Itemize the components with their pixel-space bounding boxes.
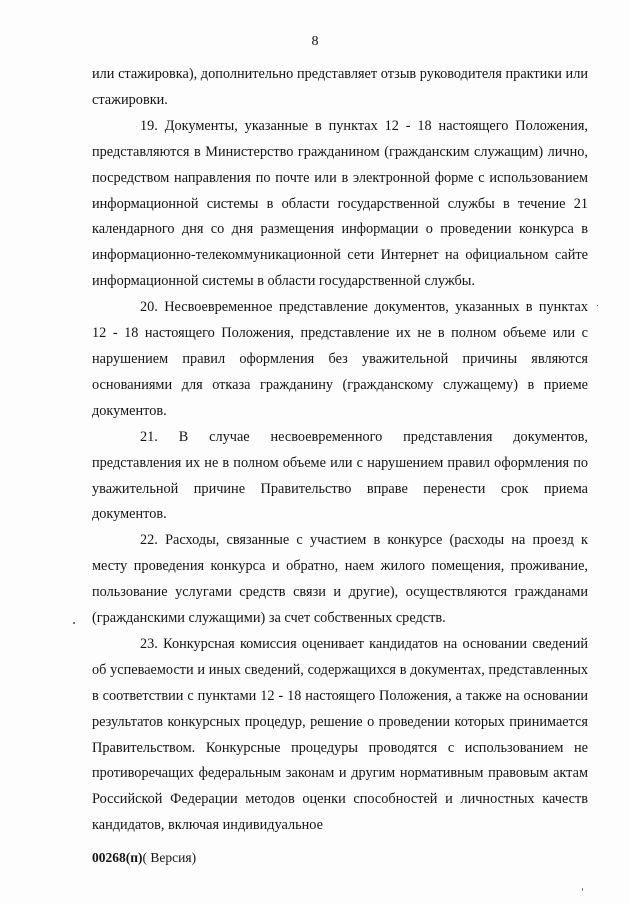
paragraph-19: 19. Документы, указанные в пунктах 12 - 18 настоящего Положения, представляются в Министерство гражданином (гражданским служащим) лично, посредством направления по почте или в электронной форме с использованием информационной системы в области государственной службы в течение 21 календарного дня со дня размещения информации о проведении конкурса в информационно-телекоммуникационной сети Интернет на официальном сайте информационной системы в области государственной службы.	[92, 117, 588, 290]
scan-artifact	[582, 888, 583, 891]
paragraph-20: 20. Несвоевременное представление документов, указанных в пунктах 12 - 18 настоящего Положения, представление их не в полном объеме или с нарушением правил оформления без уважительной причины являются основаниями для отказа гражданину (гражданскому служащему) в приеме документов.	[92, 299, 588, 419]
document-code: 00268(п)	[92, 850, 143, 865]
document-body	[92, 62, 588, 839]
paragraph-continuation: или стажировка), дополнительно представляет отзыв руководителя практики или стажировки.	[92, 66, 588, 108]
scan-artifact	[597, 305, 598, 306]
paragraph-23: 23. Конкурсная комиссия оценивает кандидатов на основании сведений об успеваемости и иных сведений, содержащихся в документах, представленных в соответствии с пунктами 12 - 18 настоящего Положения, а также на основании результатов конкурсных процедур, решение о проведении которых принимается Правительством. Конкурсные процедуры проводятся с использованием не противоречащих федеральным законам и другим нормативным правовым актам Российской Федерации методов оценки способностей и личностных качеств кандидатов, включая индивидуальное	[92, 635, 588, 834]
document-version: ( Версия)	[142, 850, 197, 865]
paragraph-22: 22. Расходы, связанные с участием в конкурсе (расходы на проезд к месту проведения конкурса и обратно, наем жилого помещения, проживание, пользование услугами средств связи и другие), осуществляются гражданами (гражданскими служащими) за счет собственных средств.	[92, 532, 588, 627]
page-number: 8	[311, 34, 319, 49]
document-footer	[92, 850, 196, 866]
paragraph-21: 21. В случае несвоевременного представления документов, представления их не в полном объеме или с нарушением правил оформления по уважительной причине Правительство вправе перенести срок приема документов.	[92, 428, 588, 523]
scan-artifact	[73, 622, 75, 624]
